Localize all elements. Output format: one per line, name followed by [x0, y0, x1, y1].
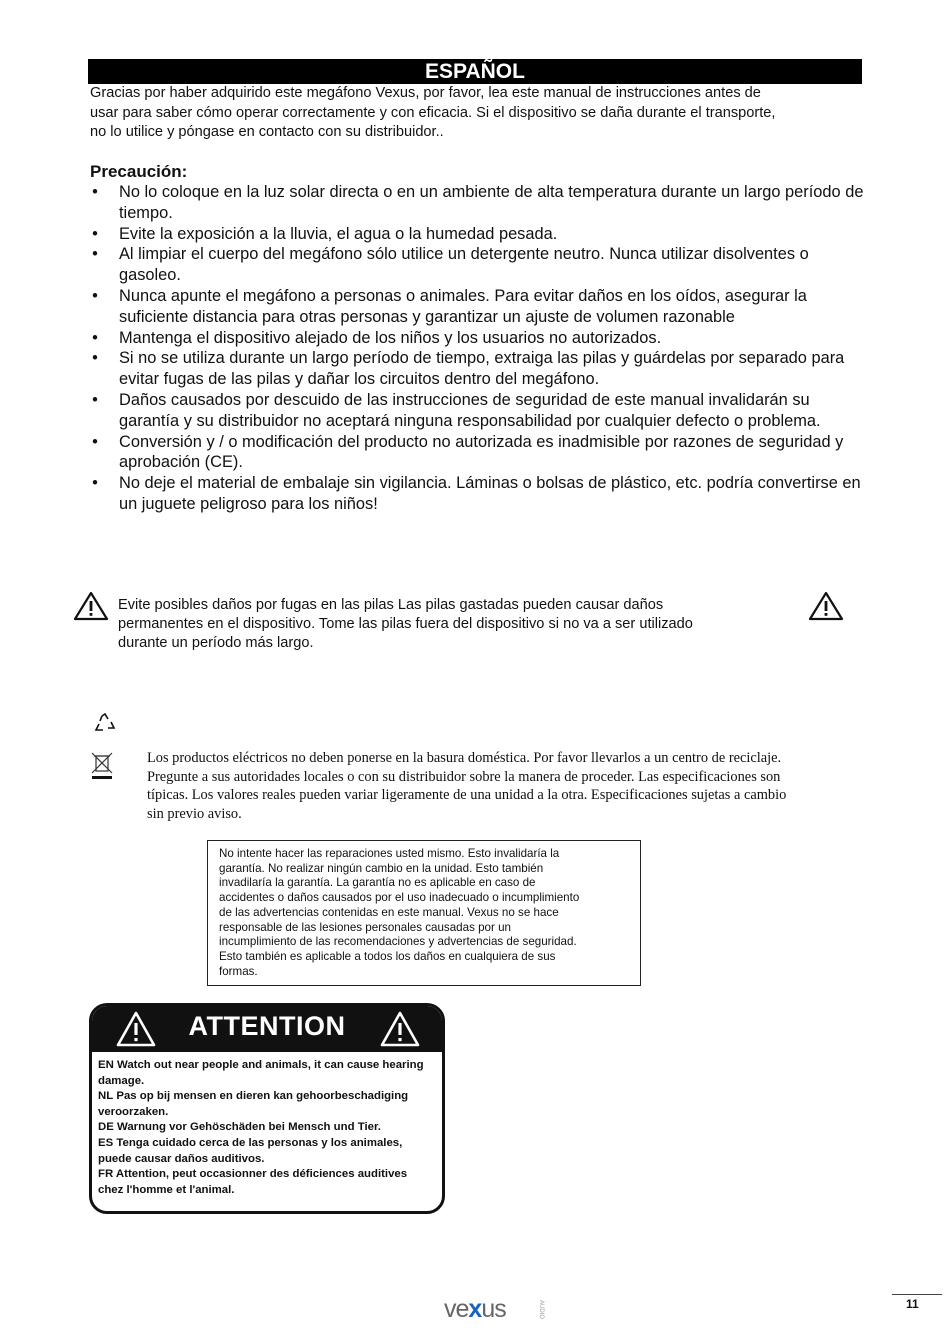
- page-divider: [892, 1294, 942, 1295]
- notice-line: de las advertencias contenidas en este manual. Vexus no se hace: [219, 905, 559, 919]
- caution-item: • Conversión y / o modificación del producto no autorizada es inadmisible por razones de seguridad y aprobación (CE).: [90, 432, 865, 474]
- notice-line: formas.: [219, 964, 258, 978]
- bullet-icon: •: [92, 474, 98, 493]
- notice-line: Esto también es aplicable a todos los daños en cualquiera de sus: [219, 949, 556, 963]
- recycling-line: Los productos eléctricos no deben ponerse en la basura doméstica. Por favor llevarlos a un centro de reciclaje.: [147, 750, 782, 766]
- attention-label: [89, 1003, 445, 1214]
- repair-notice-text: [219, 847, 634, 979]
- bullet-icon: •: [92, 328, 98, 347]
- warning-triangle-icon: [380, 1011, 420, 1047]
- caution-list: [90, 182, 865, 515]
- attention-line: FR Attention, peut occasionner des déficiences auditives: [98, 1168, 408, 1181]
- recycling-line: Pregunte a sus autoridades locales o con su distribuidor sobre la manera de proceder. Las especificaciones son: [147, 768, 781, 785]
- caution-item: • Si no se utiliza durante un largo período de tiempo, extraiga las pilas y guárdelas por separado para evitar fugas de las pilas y dañar los circuitos dentro del megáfono.: [90, 348, 865, 390]
- crossed-bin-icon: [90, 751, 114, 781]
- notice-line: accidentes o daños causados por el uso inadecuado o incumplimiento: [219, 891, 580, 905]
- attention-line: chez l'homme et l'animal.: [98, 1183, 235, 1196]
- attention-body: [92, 1052, 442, 1198]
- warning-triangle-icon: [808, 591, 844, 621]
- warning-line: permanentes en el dispositivo. Tome las pilas fuera del dispositivo si no va a ser utilizado: [118, 616, 693, 632]
- notice-line: garantía. No realizar ningún cambio en la unidad. Esto también: [219, 861, 544, 875]
- warning-line: durante un período más largo.: [118, 635, 314, 651]
- attention-line: DE Warnung vor Gehöschäden bei Mensch und Tier.: [98, 1121, 381, 1134]
- attention-header: [92, 1006, 442, 1052]
- intro-line: usar para saber cómo operar correctamente y con eficacia. Si el dispositivo se daña durante el transporte,: [90, 104, 776, 121]
- attention-line: EN Watch out near people and animals, it can cause hearing: [98, 1059, 424, 1071]
- caution-item: • Al limpiar el cuerpo del megáfono sólo utilice un detergente neutro. Nunca utilizar disolventes o gasoleo.: [90, 244, 865, 286]
- attention-line: veroorzaken.: [98, 1105, 169, 1118]
- caution-item: • Mantenga el dispositivo alejado de los niños y los usuarios no autorizados.: [90, 328, 865, 349]
- battery-warning-text: [118, 596, 768, 653]
- recycling-line: sin previo aviso.: [147, 805, 242, 822]
- notice-line: No intente hacer las reparaciones usted mismo. Esto invalidaría la: [219, 847, 560, 860]
- caution-item: • No deje el material de embalaje sin vigilancia. Láminas o bolsas de plástico, etc. podría convertirse en un juguete peligroso para los niños!: [90, 473, 865, 515]
- notice-line: incumplimiento de las recomendaciones y advertencias de seguridad.: [219, 935, 577, 949]
- caution-item: • No lo coloque en la luz solar directa o en un ambiente de alta temperatura durante un largo período de tiempo.: [90, 182, 865, 224]
- attention-line: NL Pas op bij mensen en dieren kan gehoorbeschadiging: [98, 1090, 409, 1103]
- section-title: ESPAÑOL: [88, 59, 862, 84]
- bullet-icon: •: [92, 245, 98, 264]
- notice-line: invadilaría la garantía. La garantía no es aplicable en caso de: [219, 876, 536, 890]
- notice-line: responsable de las lesiones personales causadas por un: [219, 920, 511, 934]
- bullet-icon: •: [92, 224, 98, 243]
- bullet-icon: •: [92, 349, 98, 368]
- recycling-line: típicas. Los valores reales pueden variar ligeramente de una unidad a la otra. Especificaciones sujetas a cambio: [147, 787, 787, 803]
- attention-line: puede causar daños auditivos.: [98, 1152, 265, 1165]
- caution-item: • Daños causados por descuido de las instrucciones de seguridad de este manual invalidarán su garantía y su distribuidor no aceptará ninguna responsabilidad por cualquier defecto o problema.: [90, 390, 865, 432]
- caution-item: • Nunca apunte el megáfono a personas o animales. Para evitar daños en los oídos, asegurar la suficiente distancia para otras personas y garantizar un ajuste de volumen razonable: [90, 286, 865, 328]
- intro-line: Gracias por haber adquirido este megáfono Vexus, por favor, lea este manual de instrucciones antes de: [90, 85, 761, 101]
- page-number: 11: [906, 1297, 919, 1311]
- attention-line: damage.: [98, 1074, 145, 1087]
- warning-triangle-icon: [73, 591, 109, 621]
- attention-title: ATTENTION: [188, 1011, 346, 1041]
- warning-line: Evite posibles daños por fugas en las pilas Las pilas gastadas pueden causar daños: [118, 597, 664, 613]
- caution-item: • Evite la exposición a la lluvia, el agua o la humedad pesada.: [90, 224, 865, 245]
- bullet-icon: •: [92, 286, 98, 305]
- recycling-notice: [147, 749, 862, 823]
- attention-line: ES Tenga cuidado cerca de las personas y los animales,: [98, 1136, 403, 1149]
- intro-paragraph: [90, 84, 860, 143]
- recycle-icon: [94, 713, 116, 733]
- bullet-icon: •: [92, 390, 98, 409]
- caution-heading: Precaución:: [90, 162, 188, 181]
- bullet-icon: •: [92, 432, 98, 451]
- intro-line: no lo utilice y póngase en contacto con su distribuidor..: [90, 124, 444, 140]
- bullet-icon: •: [92, 183, 98, 201]
- vexus-logo: vexus AUDIO: [444, 1295, 544, 1323]
